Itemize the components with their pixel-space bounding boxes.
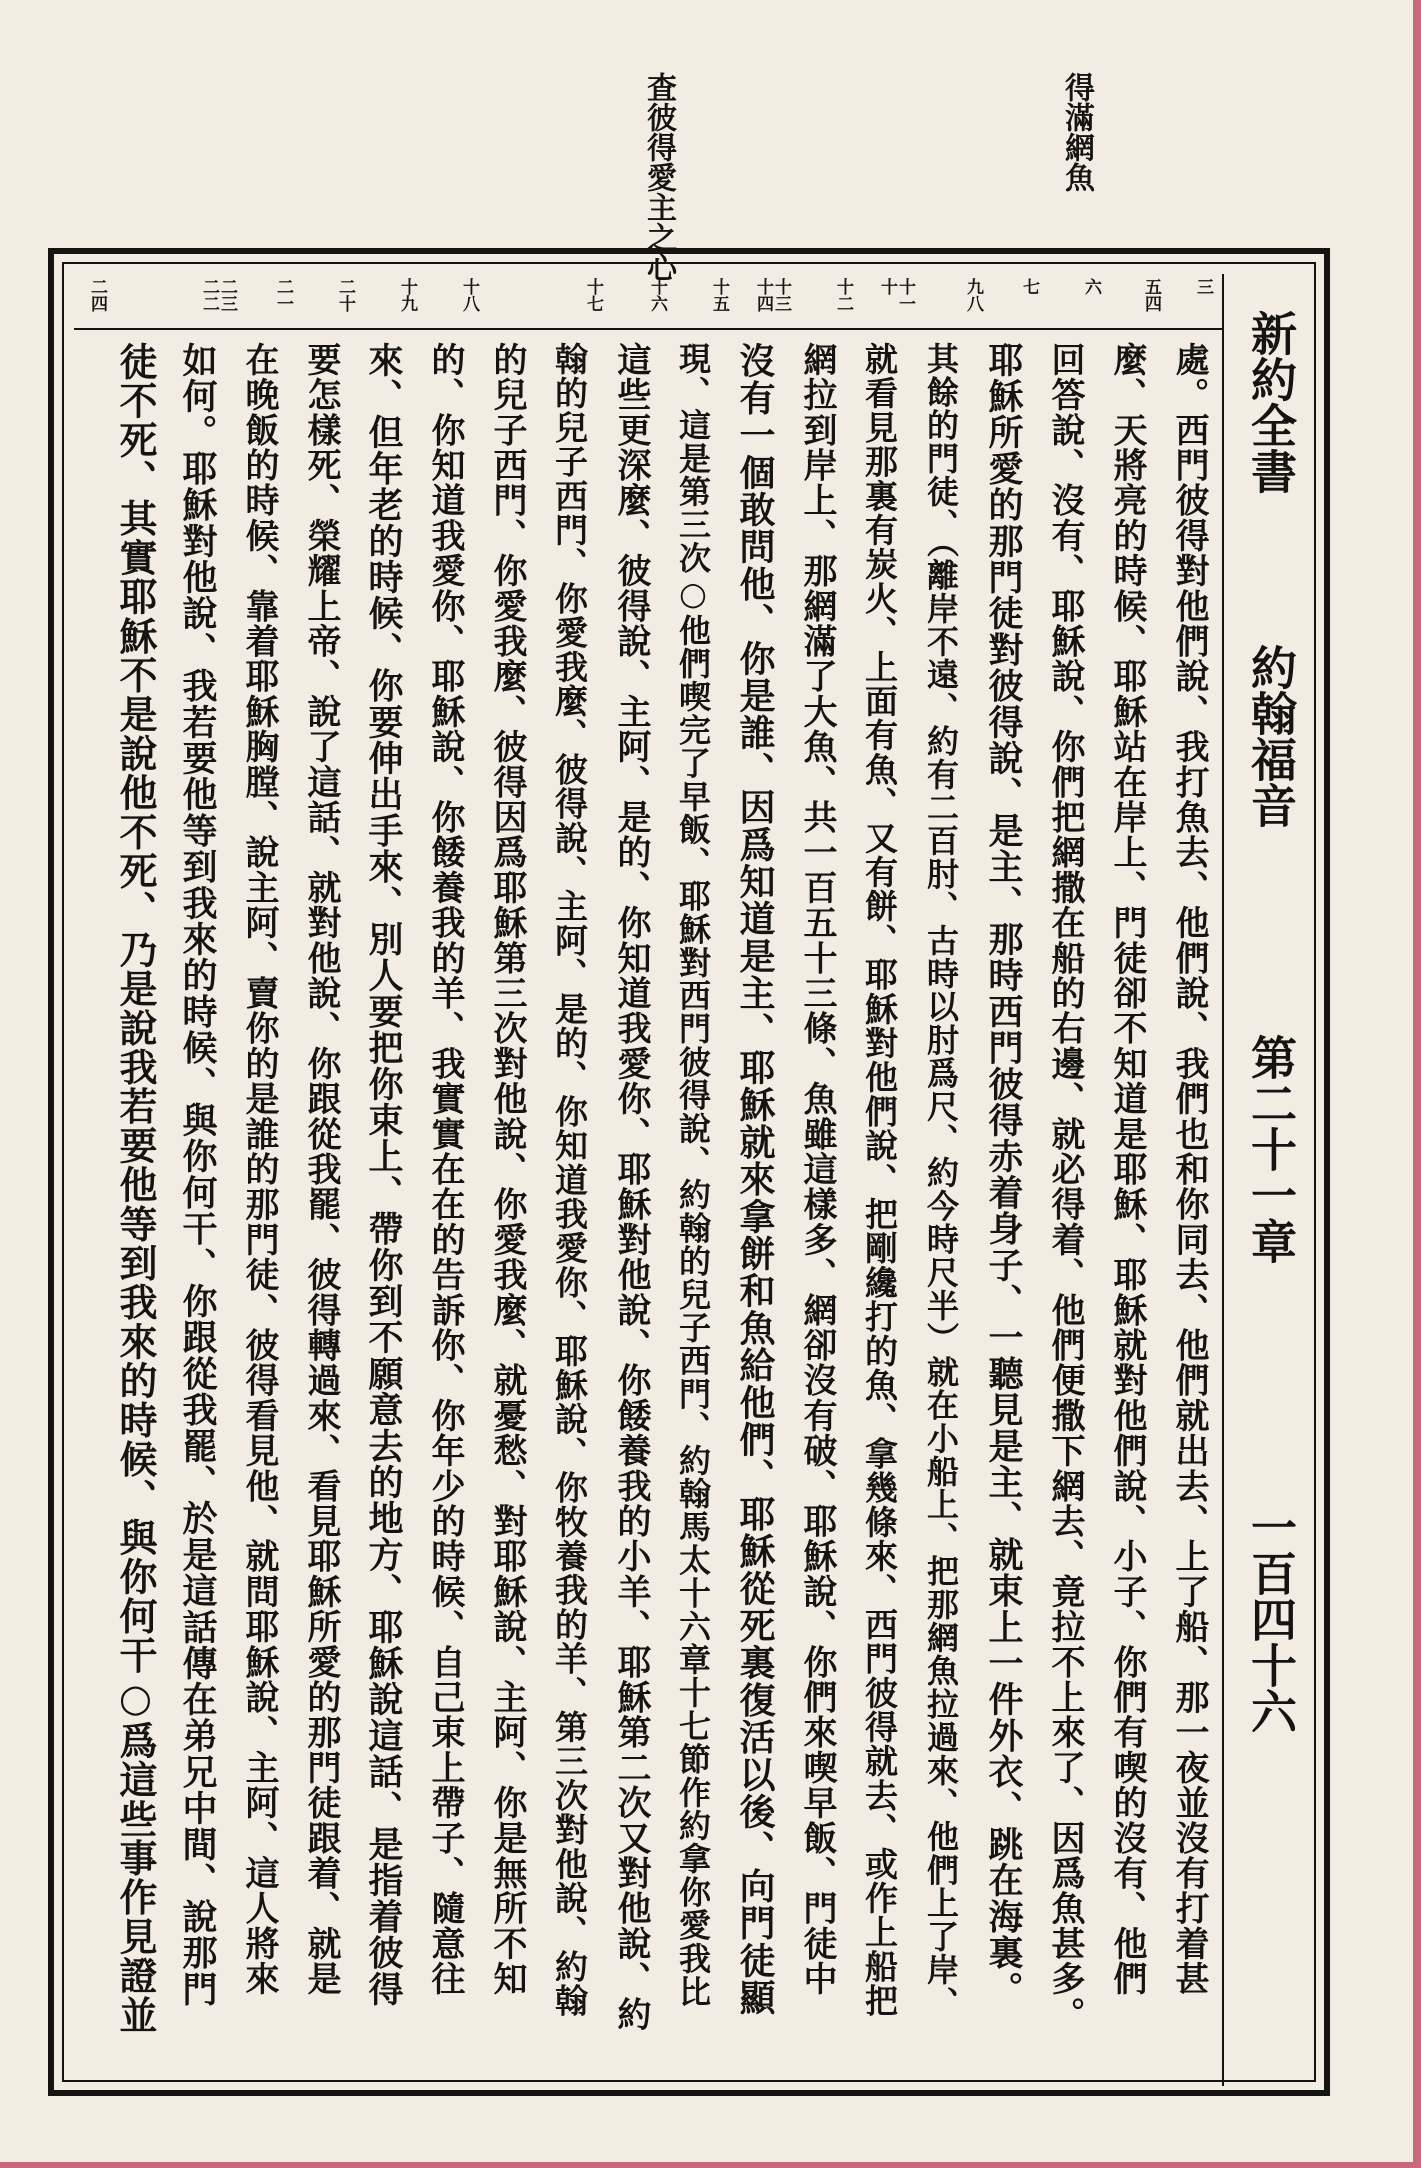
text-column: 徒不死、其實耶穌不是說他不死、乃是說我若要他等到我來的時候、與你何干○爲這些事作見證並 [113, 342, 158, 2035]
verse-number: 二一 [273, 278, 293, 312]
text-column: 就看見那裏有炭火、上面有魚、又有餅、耶穌對他們說、把剛纔打的魚、拿幾條來、西門彼得就去、或作上船把 [860, 342, 899, 2018]
text-column: 其餘的門徒、（離岸不遠、約有二百肘、古時以肘爲尺、約今時尺半）就在小船上、把那網魚拉過來、他們上了岸、 [922, 342, 960, 2020]
verse-number: 二三二二 [199, 278, 237, 312]
margin-note-peter-love: 査彼得愛主之心 [641, 72, 676, 282]
header-book-title: 新約全書 [1244, 310, 1298, 494]
text-column: 現、這是第三次○他們喫完了早飯、耶穌對西門彼得說、約翰的兒子西門、約翰馬太十六章十七節作約拿你愛我比 [674, 342, 712, 2008]
text-column: 翰的兒子西門、你愛我麼、彼得說、主阿、是的、你知道我愛你、耶穌說、你牧養我的羊、第三次對他說、約翰 [550, 342, 589, 2018]
verse-number: 二十 [335, 278, 355, 312]
text-column: 耶穌所愛的那門徒對彼得說、是主、那時西門彼得赤着身子、一聽見是主、就束上一件外衣、跳在海裏。 [983, 342, 1024, 2008]
header-page-number: 一百四十六 [1244, 1504, 1298, 1734]
verse-number: 二四 [87, 278, 107, 312]
page-edge-bottom [0, 2162, 1421, 2168]
verse-number: 十六 [647, 278, 667, 312]
text-column: 麼、天將亮的時候、耶穌站在岸上、門徒卻不知道是耶穌、耶穌就對他們說、小子、你們有喫的沒有、他們 [1107, 342, 1147, 1997]
text-column: 在晚飯的時候、靠着耶穌胸膛、說主阿、賣你的是誰的那門徒、彼得看見他、就問耶穌說、主阿、這人將來 [239, 342, 279, 1997]
text-column: 來、但年老的時候、你要伸出手來、別人要把你束上、帶你到不願意去的地方、耶穌說這話、是指着彼得 [363, 342, 404, 2008]
text-column: 的兒子西門、你愛我麼、彼得因爲耶穌第三次對他說、你愛我麼、就憂愁、對耶穌說、主阿、你是無所不知 [487, 342, 527, 1997]
header-gospel-title: 約翰福音 [1244, 644, 1298, 828]
verse-number: 九八 [963, 278, 983, 312]
verse-number: 五四 [1141, 278, 1161, 312]
page-frame [48, 248, 1330, 2096]
text-column: 如何。耶穌對他說、我若要他等到我來的時候、與你何干、你跟從我罷、於是這話傳在弟兄中間、說那門 [177, 342, 218, 2008]
header-chapter: 第二十一章 [1244, 1034, 1298, 1264]
text-column: 處。西門彼得對他們說、我打魚去、他們說、我們也和你同去、他們就出去、上了船、那一夜並沒有打着甚 [1169, 342, 1209, 1997]
verse-number: 十九 [397, 278, 417, 312]
text-column: 沒有一個敢問他、你是誰、因爲知道是主、耶穌就來拿餅和魚給他們、耶穌從死裏復活以後、向門徒顯 [734, 342, 776, 2016]
text-column: 這些更深麼、彼得說、主阿、是的、你知道我愛你、耶穌對他說、你餧養我的小羊、耶穌第二次又對他說、約 [611, 342, 651, 2032]
verse-number: 三 [1193, 278, 1213, 295]
verse-number: 七 [1019, 278, 1039, 295]
text-column: 網拉到岸上、那網滿了大魚、共一百五十三條、魚雖這樣多、網卻沒有破、耶穌說、你們來喫早飯、門徒中 [797, 342, 837, 1997]
text-column: 的、你知道我愛你、耶穌說、你餧養我的羊、我實實在在的告訴你、你年少的時候、自己束上帶子、隨意往 [425, 342, 465, 1997]
page-frame-inner [62, 262, 1316, 2082]
verse-number-row [74, 274, 1222, 330]
verse-number: 十八 [459, 278, 479, 312]
running-header [1222, 274, 1314, 2086]
verse-number: 十五 [709, 278, 729, 312]
text-column: 回答說、沒有、耶穌說、你們把網撒在船的右邊、就必得着、他們便撒下網去、竟拉不上來了、因爲魚甚多。 [1045, 342, 1085, 2032]
verse-number: 十二 [833, 278, 853, 312]
text-column: 要怎樣死、榮耀上帝、說了這話、就對他說、你跟從我罷、彼得轉過來、看見耶穌所愛的那門徒跟着、就是 [301, 342, 341, 1997]
verse-number: 六 [1081, 278, 1101, 295]
verse-number: 十三十四 [753, 278, 791, 312]
margin-note-net-full: 得滿網魚 [1059, 72, 1094, 192]
verse-number: 十一十 [877, 278, 915, 312]
page-edge-right [1413, 0, 1421, 2168]
verse-number: 十七 [583, 278, 603, 312]
